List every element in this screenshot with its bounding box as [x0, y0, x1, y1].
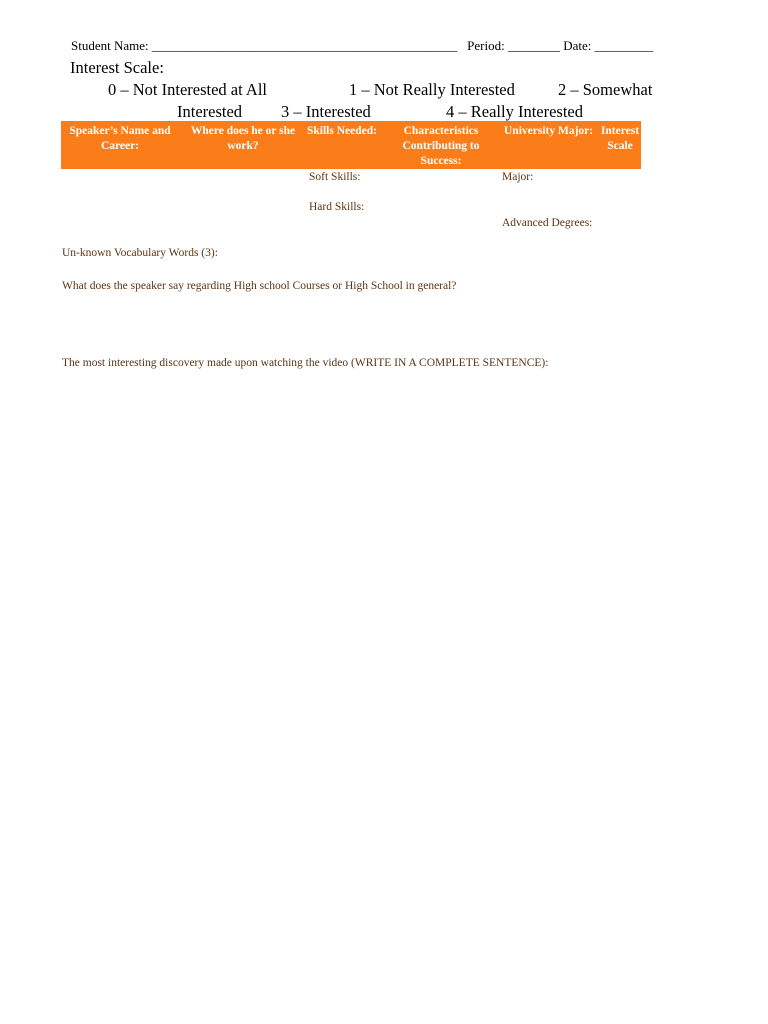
student-info-line — [71, 38, 653, 54]
col-interest-scale: Interest Scale — [600, 125, 640, 152]
scale-1: 1 – Not Really Interested — [349, 80, 515, 99]
scale-2-continued: Interested — [177, 102, 243, 121]
period-field[interactable]: ________ — [507, 38, 560, 53]
scale-3: 3 – Interested — [281, 102, 371, 121]
student-name-label: Student Name: — [71, 38, 149, 53]
student-name-field[interactable]: _______________________________________________ — [151, 38, 458, 53]
vocab-question: Un-known Vocabulary Words (3): — [62, 247, 218, 259]
scale-4: 4 – Really Interested — [446, 102, 583, 121]
date-label: Date: — [563, 38, 592, 53]
discovery-question: The most interesting discovery made upon watching the video (WRITE IN A COMPLETE SENTENCE): — [62, 357, 549, 369]
col-skills-needed: Skills Needed: — [307, 125, 377, 137]
col-university-major: University Major: — [504, 125, 594, 137]
hard-skills-label: Hard Skills: — [309, 201, 365, 213]
date-field[interactable]: _________ — [594, 38, 654, 53]
interest-scale-title: Interest Scale: — [70, 58, 164, 77]
soft-skills-label: Soft Skills: — [309, 171, 361, 183]
scale-0: 0 – Not Interested at All — [108, 80, 268, 99]
col-characteristics: Characteristics Contributing to Success: — [402, 125, 480, 167]
col-work-location: Where does he or she work? — [190, 125, 296, 152]
table-header-row — [61, 121, 641, 169]
advanced-degrees-label: Advanced Degrees: — [502, 217, 593, 229]
major-label: Major: — [502, 171, 534, 183]
scale-2: 2 – Somewhat — [558, 80, 653, 99]
col-speaker-name-career: Speaker’s Name and Career: — [69, 125, 171, 152]
period-label: Period: — [467, 38, 505, 53]
high-school-question: What does the speaker say regarding High school Courses or High School in general? — [62, 280, 457, 292]
